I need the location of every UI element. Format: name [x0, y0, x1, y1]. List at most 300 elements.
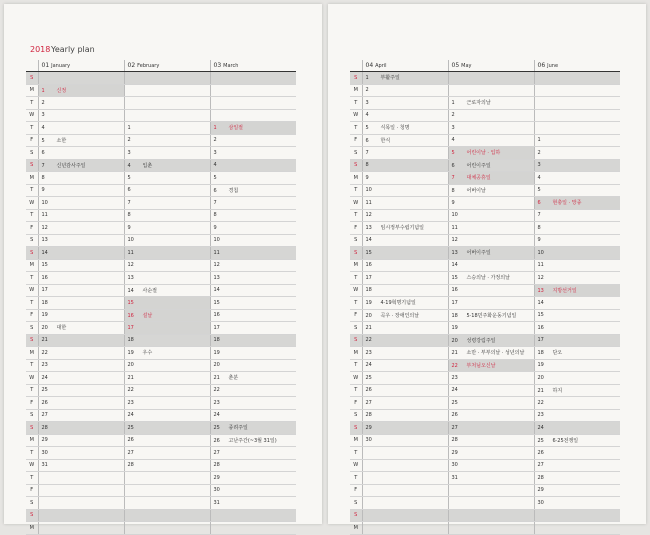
- day-note: 소한: [56, 137, 67, 144]
- day-cell[interactable]: [448, 134, 534, 147]
- week-row: [350, 97, 620, 110]
- day-number: 28: [451, 437, 458, 444]
- day-cell[interactable]: [210, 459, 296, 472]
- day-number: 14: [41, 249, 48, 256]
- day-cell[interactable]: [210, 297, 296, 310]
- day-cell[interactable]: [210, 272, 296, 285]
- day-cell[interactable]: [210, 509, 296, 522]
- day-cell[interactable]: [534, 109, 620, 122]
- day-cell[interactable]: [210, 484, 296, 497]
- day-number: 14: [537, 299, 544, 306]
- day-cell[interactable]: [362, 522, 448, 535]
- day-cell[interactable]: [124, 147, 210, 160]
- day-number: 18: [451, 312, 458, 319]
- day-cell[interactable]: [210, 134, 296, 147]
- day-cell[interactable]: [210, 434, 296, 447]
- day-cell[interactable]: [124, 334, 210, 347]
- day-cell[interactable]: [210, 197, 296, 210]
- day-cell[interactable]: [448, 472, 534, 485]
- day-cell[interactable]: [362, 134, 448, 147]
- day-cell[interactable]: [362, 72, 448, 85]
- day-cell[interactable]: [362, 447, 448, 460]
- day-cell[interactable]: [448, 147, 534, 160]
- day-cell[interactable]: [210, 347, 296, 360]
- month-name: February: [137, 63, 160, 69]
- day-cell[interactable]: [534, 247, 620, 260]
- weekday-letter: W: [350, 197, 362, 210]
- day-cell[interactable]: [362, 284, 448, 297]
- day-cell[interactable]: [38, 209, 124, 222]
- day-cell[interactable]: [124, 184, 210, 197]
- day-cell[interactable]: [210, 122, 296, 135]
- day-number: 17: [213, 324, 220, 331]
- day-cell[interactable]: [448, 109, 534, 122]
- day-cell[interactable]: [362, 84, 448, 97]
- weekday-letter: S: [26, 234, 38, 247]
- day-cell[interactable]: [448, 522, 534, 535]
- day-cell[interactable]: [534, 497, 620, 510]
- day-cell[interactable]: [362, 272, 448, 285]
- day-cell[interactable]: [38, 184, 124, 197]
- day-cell[interactable]: [124, 297, 210, 310]
- day-cell[interactable]: [210, 497, 296, 510]
- day-cell[interactable]: [38, 84, 124, 97]
- day-cell[interactable]: [124, 422, 210, 435]
- day-cell[interactable]: [448, 359, 534, 372]
- day-cell[interactable]: [448, 459, 534, 472]
- day-cell[interactable]: [210, 147, 296, 160]
- day-cell[interactable]: [38, 409, 124, 422]
- day-cell[interactable]: [362, 147, 448, 160]
- day-cell[interactable]: [124, 347, 210, 360]
- day-cell[interactable]: [534, 84, 620, 97]
- weekday-letter: M: [26, 84, 38, 97]
- day-cell[interactable]: [534, 359, 620, 372]
- day-cell[interactable]: [362, 297, 448, 310]
- week-row: [350, 209, 620, 222]
- day-cell[interactable]: [124, 159, 210, 172]
- day-number: 30: [41, 449, 48, 456]
- day-cell[interactable]: [210, 209, 296, 222]
- day-number: 26: [127, 437, 134, 444]
- day-number: 13: [41, 237, 48, 244]
- day-number: 28: [365, 412, 372, 419]
- day-cell[interactable]: [38, 197, 124, 210]
- day-cell[interactable]: [362, 184, 448, 197]
- month-name: January: [51, 63, 71, 69]
- day-cell[interactable]: [362, 422, 448, 435]
- week-row: [26, 259, 296, 272]
- day-cell[interactable]: [210, 234, 296, 247]
- day-cell[interactable]: [38, 334, 124, 347]
- day-cell[interactable]: [124, 234, 210, 247]
- day-cell[interactable]: [534, 509, 620, 522]
- day-note: 소만 · 부부의날 · 성년의날: [466, 350, 525, 357]
- day-cell[interactable]: [448, 447, 534, 460]
- day-cell[interactable]: [38, 109, 124, 122]
- day-cell[interactable]: [362, 122, 448, 135]
- day-cell[interactable]: [38, 447, 124, 460]
- day-cell[interactable]: [362, 109, 448, 122]
- day-cell[interactable]: [210, 247, 296, 260]
- day-cell[interactable]: [448, 509, 534, 522]
- day-cell[interactable]: [210, 384, 296, 397]
- day-cell[interactable]: [534, 322, 620, 335]
- day-cell[interactable]: [38, 459, 124, 472]
- day-number: 10: [451, 212, 458, 219]
- day-cell[interactable]: [534, 459, 620, 472]
- month-number: 03: [213, 62, 222, 69]
- day-cell[interactable]: [124, 484, 210, 497]
- day-cell[interactable]: [448, 197, 534, 210]
- day-cell[interactable]: [124, 259, 210, 272]
- day-cell[interactable]: [124, 447, 210, 460]
- weekday-letter: F: [350, 309, 362, 322]
- day-number: 22: [451, 362, 458, 369]
- day-cell[interactable]: [448, 297, 534, 310]
- day-cell[interactable]: [448, 209, 534, 222]
- day-cell[interactable]: [38, 372, 124, 385]
- day-cell[interactable]: [124, 522, 210, 535]
- day-cell[interactable]: [210, 159, 296, 172]
- day-cell[interactable]: [38, 72, 124, 85]
- day-cell[interactable]: [210, 322, 296, 335]
- day-cell[interactable]: [38, 172, 124, 185]
- day-note: 신년감사주일: [56, 162, 86, 169]
- day-cell[interactable]: [534, 72, 620, 85]
- weekday-letter: S: [26, 497, 38, 510]
- day-cell[interactable]: [448, 334, 534, 347]
- day-cell[interactable]: [534, 484, 620, 497]
- week-row: [26, 372, 296, 385]
- weekday-letter: F: [350, 222, 362, 235]
- day-cell[interactable]: [124, 309, 210, 322]
- day-cell[interactable]: [534, 272, 620, 285]
- day-cell[interactable]: [124, 459, 210, 472]
- day-cell[interactable]: [534, 434, 620, 447]
- day-cell[interactable]: [448, 422, 534, 435]
- day-cell[interactable]: [362, 322, 448, 335]
- day-cell[interactable]: [448, 409, 534, 422]
- day-cell[interactable]: [362, 459, 448, 472]
- day-cell[interactable]: [534, 259, 620, 272]
- day-cell[interactable]: [38, 434, 124, 447]
- weekday-letter: F: [26, 222, 38, 235]
- weekday-letter: W: [26, 459, 38, 472]
- day-number: 5: [41, 137, 45, 144]
- day-cell[interactable]: [534, 122, 620, 135]
- day-cell[interactable]: [362, 434, 448, 447]
- day-cell[interactable]: [124, 272, 210, 285]
- day-cell[interactable]: [124, 122, 210, 135]
- day-cell[interactable]: [534, 309, 620, 322]
- day-cell[interactable]: [448, 184, 534, 197]
- day-cell[interactable]: [448, 497, 534, 510]
- day-cell[interactable]: [124, 472, 210, 485]
- day-cell[interactable]: [534, 347, 620, 360]
- day-cell[interactable]: [448, 322, 534, 335]
- day-cell[interactable]: [38, 247, 124, 260]
- day-number: 24: [127, 412, 134, 419]
- day-cell[interactable]: [124, 109, 210, 122]
- day-cell[interactable]: [38, 222, 124, 235]
- day-number: 12: [537, 274, 544, 281]
- day-cell[interactable]: [362, 209, 448, 222]
- day-cell[interactable]: [124, 84, 210, 97]
- weekday-letter: T: [350, 184, 362, 197]
- day-cell[interactable]: [448, 372, 534, 385]
- day-cell[interactable]: [448, 84, 534, 97]
- day-cell[interactable]: [124, 322, 210, 335]
- day-cell[interactable]: [124, 409, 210, 422]
- left-page: [4, 4, 322, 531]
- day-cell[interactable]: [210, 397, 296, 410]
- day-cell[interactable]: [38, 259, 124, 272]
- day-number: 3: [537, 162, 541, 169]
- day-cell[interactable]: [448, 97, 534, 110]
- day-cell[interactable]: [448, 284, 534, 297]
- day-cell[interactable]: [448, 384, 534, 397]
- day-cell[interactable]: [210, 447, 296, 460]
- day-cell[interactable]: [124, 372, 210, 385]
- day-cell[interactable]: [124, 172, 210, 185]
- day-number: 11: [127, 249, 134, 256]
- week-row: [350, 84, 620, 97]
- day-number: 8: [451, 187, 455, 194]
- day-cell[interactable]: [38, 384, 124, 397]
- day-cell[interactable]: [534, 522, 620, 535]
- day-cell[interactable]: [534, 147, 620, 160]
- day-note: 경칩: [228, 187, 239, 194]
- week-row: [350, 347, 620, 360]
- day-note: 단오: [552, 350, 563, 357]
- day-cell[interactable]: [124, 97, 210, 110]
- day-cell[interactable]: [448, 259, 534, 272]
- day-cell[interactable]: [362, 409, 448, 422]
- weekday-letter: M: [26, 172, 38, 185]
- week-row: [26, 247, 296, 260]
- day-cell[interactable]: [210, 72, 296, 85]
- day-number: 24: [537, 424, 544, 431]
- day-cell[interactable]: [362, 309, 448, 322]
- day-cell[interactable]: [534, 197, 620, 210]
- day-cell[interactable]: [124, 209, 210, 222]
- day-cell[interactable]: [210, 309, 296, 322]
- day-cell[interactable]: [534, 372, 620, 385]
- week-row: [350, 359, 620, 372]
- week-row: [350, 372, 620, 385]
- day-cell[interactable]: [534, 284, 620, 297]
- day-cell[interactable]: [362, 159, 448, 172]
- day-cell[interactable]: [38, 509, 124, 522]
- day-cell[interactable]: [534, 297, 620, 310]
- day-number: 3: [127, 149, 131, 156]
- day-cell[interactable]: [210, 172, 296, 185]
- day-number: 1: [451, 100, 455, 107]
- day-cell[interactable]: [534, 159, 620, 172]
- day-cell[interactable]: [534, 397, 620, 410]
- day-cell[interactable]: [210, 97, 296, 110]
- day-cell[interactable]: [448, 484, 534, 497]
- day-cell[interactable]: [210, 334, 296, 347]
- day-cell[interactable]: [362, 172, 448, 185]
- week-row: [350, 109, 620, 122]
- day-cell[interactable]: [362, 497, 448, 510]
- day-cell[interactable]: [210, 259, 296, 272]
- day-cell[interactable]: [362, 247, 448, 260]
- day-number: 14: [213, 287, 220, 294]
- day-note: 5·18민주화운동기념일: [466, 312, 517, 319]
- day-cell[interactable]: [362, 484, 448, 497]
- day-cell[interactable]: [534, 384, 620, 397]
- weekday-letter: F: [26, 309, 38, 322]
- day-cell[interactable]: [210, 222, 296, 235]
- day-cell[interactable]: [124, 397, 210, 410]
- day-cell[interactable]: [534, 209, 620, 222]
- day-number: 10: [537, 249, 544, 256]
- day-cell[interactable]: [38, 322, 124, 335]
- day-cell[interactable]: [210, 359, 296, 372]
- day-cell[interactable]: [210, 472, 296, 485]
- day-cell[interactable]: [534, 134, 620, 147]
- day-cell[interactable]: [210, 422, 296, 435]
- day-cell[interactable]: [448, 172, 534, 185]
- day-cell[interactable]: [448, 222, 534, 235]
- day-cell[interactable]: [534, 409, 620, 422]
- day-number: 24: [41, 374, 48, 381]
- day-note: 임시정부수립기념일: [380, 225, 424, 232]
- day-cell[interactable]: [124, 497, 210, 510]
- day-cell[interactable]: [534, 97, 620, 110]
- day-cell[interactable]: [448, 347, 534, 360]
- day-cell[interactable]: [362, 372, 448, 385]
- day-cell[interactable]: [210, 109, 296, 122]
- day-cell[interactable]: [124, 284, 210, 297]
- day-cell[interactable]: [210, 84, 296, 97]
- day-cell[interactable]: [38, 522, 124, 535]
- day-cell[interactable]: [534, 447, 620, 460]
- month-number: 06: [537, 62, 546, 69]
- day-cell[interactable]: [362, 397, 448, 410]
- day-cell[interactable]: [362, 197, 448, 210]
- day-cell[interactable]: [362, 97, 448, 110]
- day-cell[interactable]: [38, 272, 124, 285]
- day-cell[interactable]: [38, 97, 124, 110]
- day-cell[interactable]: [38, 284, 124, 297]
- day-number: 26: [41, 399, 48, 406]
- day-cell[interactable]: [38, 134, 124, 147]
- day-cell[interactable]: [362, 347, 448, 360]
- day-cell[interactable]: [362, 334, 448, 347]
- day-cell[interactable]: [38, 472, 124, 485]
- day-cell[interactable]: [362, 472, 448, 485]
- day-cell[interactable]: [534, 172, 620, 185]
- day-cell[interactable]: [38, 147, 124, 160]
- week-row: [26, 222, 296, 235]
- day-cell[interactable]: [124, 434, 210, 447]
- day-note: 대한: [56, 325, 67, 332]
- day-cell[interactable]: [210, 184, 296, 197]
- day-number: 21: [451, 350, 458, 357]
- day-number: 26: [537, 449, 544, 456]
- day-cell[interactable]: [124, 197, 210, 210]
- day-note: 곡우 · 장애인의날: [380, 312, 420, 319]
- day-cell[interactable]: [448, 272, 534, 285]
- day-cell[interactable]: [362, 359, 448, 372]
- day-cell[interactable]: [448, 309, 534, 322]
- week-row: [350, 409, 620, 422]
- week-row: [26, 509, 296, 522]
- day-number: 20: [365, 312, 372, 319]
- day-cell[interactable]: [448, 72, 534, 85]
- day-cell[interactable]: [534, 234, 620, 247]
- day-cell[interactable]: [534, 184, 620, 197]
- day-cell[interactable]: [362, 222, 448, 235]
- day-cell[interactable]: [38, 397, 124, 410]
- week-row: [26, 184, 296, 197]
- day-cell[interactable]: [534, 334, 620, 347]
- day-cell[interactable]: [448, 397, 534, 410]
- day-cell[interactable]: [210, 372, 296, 385]
- day-cell[interactable]: [448, 122, 534, 135]
- day-cell[interactable]: [210, 522, 296, 535]
- day-cell[interactable]: [38, 122, 124, 135]
- day-note: 입춘: [142, 162, 153, 169]
- day-cell[interactable]: [362, 384, 448, 397]
- day-cell[interactable]: [38, 347, 124, 360]
- day-number: 18: [127, 337, 134, 344]
- weekday-letter: M: [26, 434, 38, 447]
- day-cell[interactable]: [448, 159, 534, 172]
- day-cell[interactable]: [534, 472, 620, 485]
- day-cell[interactable]: [124, 247, 210, 260]
- day-cell[interactable]: [38, 497, 124, 510]
- day-cell[interactable]: [210, 284, 296, 297]
- day-cell[interactable]: [448, 234, 534, 247]
- day-cell[interactable]: [362, 259, 448, 272]
- day-cell[interactable]: [448, 434, 534, 447]
- week-row: [350, 159, 620, 172]
- week-row: [26, 172, 296, 185]
- day-number: 27: [127, 449, 134, 456]
- day-cell[interactable]: [534, 222, 620, 235]
- day-number: 29: [365, 424, 372, 431]
- day-cell[interactable]: [124, 134, 210, 147]
- day-cell[interactable]: [38, 234, 124, 247]
- day-cell[interactable]: [124, 72, 210, 85]
- day-number: 17: [41, 287, 48, 294]
- day-cell[interactable]: [210, 409, 296, 422]
- day-cell[interactable]: [38, 484, 124, 497]
- day-cell[interactable]: [362, 234, 448, 247]
- week-row: [350, 247, 620, 260]
- day-cell[interactable]: [38, 422, 124, 435]
- day-cell[interactable]: [124, 509, 210, 522]
- day-cell[interactable]: [124, 384, 210, 397]
- day-number: 6: [451, 162, 455, 169]
- day-cell[interactable]: [38, 297, 124, 310]
- weekday-letter: S: [350, 247, 362, 260]
- day-cell[interactable]: [448, 247, 534, 260]
- day-cell[interactable]: [124, 222, 210, 235]
- day-number: 9: [213, 224, 217, 231]
- day-cell[interactable]: [124, 359, 210, 372]
- day-cell[interactable]: [38, 159, 124, 172]
- day-cell[interactable]: [534, 422, 620, 435]
- day-cell[interactable]: [362, 509, 448, 522]
- day-cell[interactable]: [38, 359, 124, 372]
- day-cell[interactable]: [38, 309, 124, 322]
